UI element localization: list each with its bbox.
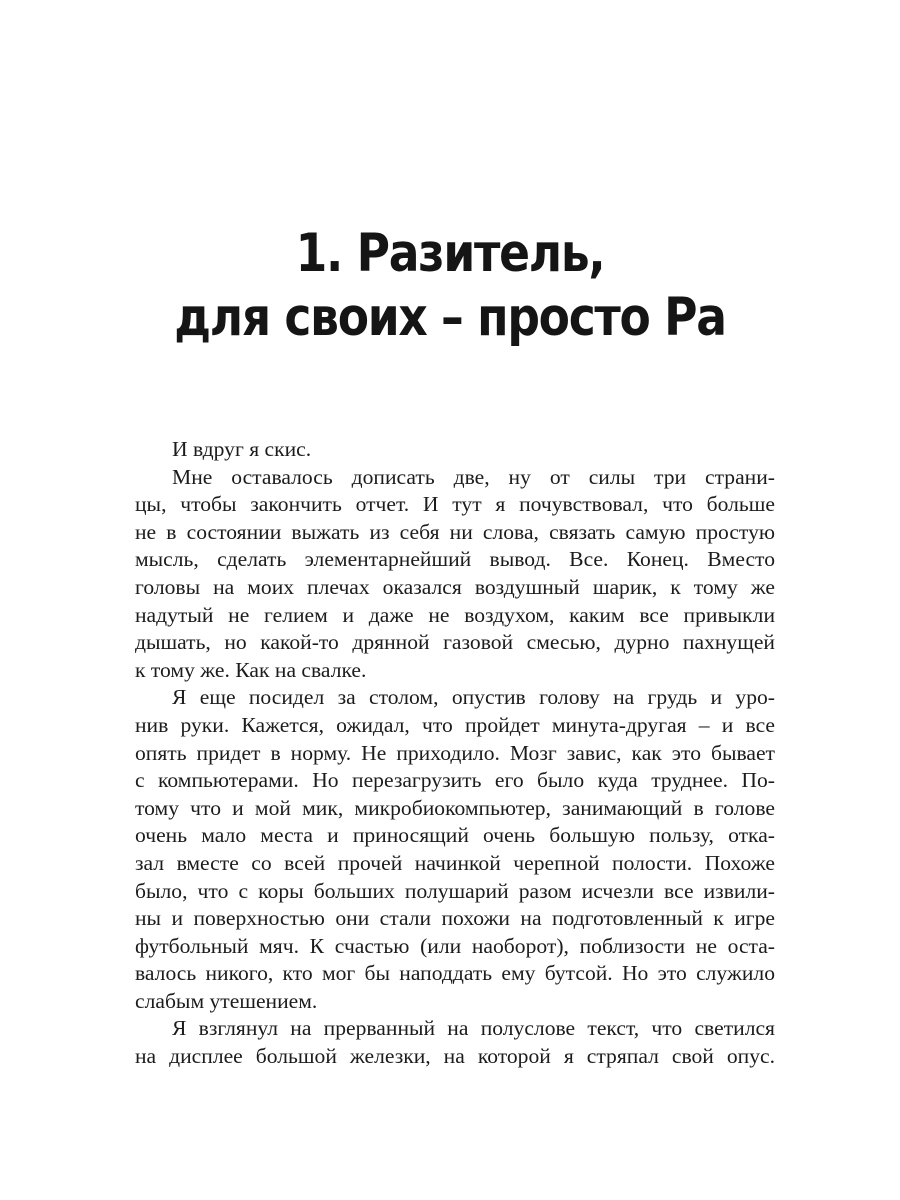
text-line: не в состоянии выжать из себя ни слова, связать самую простую [135,519,775,544]
text-line: слабым утешением. [135,988,318,1013]
chapter-title-line-1: 1. Разитель, [295,223,605,284]
text-line: тому что и мой мик, микробиокомпьютер, занимающий в голове [135,795,775,820]
text-line: Я еще посидел за столом, опустив голову на грудь и уро- [172,685,775,710]
text-line: опять придет в норму. Не приходило. Мозг завис, как это бывает [135,740,775,765]
text-line: с компьютерами. Но перезагрузить его было куда труднее. По- [135,768,775,793]
text-line: на дисплее большой железки, на которой я стряпал свой опус. [135,1044,775,1069]
text-line: надутый не гелием и даже не воздухом, каким все привыкли [135,602,775,627]
text-line: головы на моих плечах оказался воздушный шарик, к тому же [135,574,775,599]
chapter-title-line-2: для своих – просто Ра [174,287,726,348]
text-line: очень мало места и приносящий очень большую пользу, отка- [135,823,775,848]
text-line: Я взглянул на прерванный на полуслове текст, что светился [172,1016,775,1041]
text-line: мысль, сделать элементарнейший вывод. Все. Конец. Вместо [135,547,775,572]
text-line: футбольный мяч. К счастью (или наоборот), поблизости не оста- [135,933,775,958]
text-line: нив руки. Кажется, ожидал, что пройдет минута-другая – и все [135,712,775,737]
text-line: зал вместе со всей прочей начинкой черепной полости. Похоже [135,850,775,875]
text-line: И вдруг я скис. [172,437,312,461]
chapter-body-text [135,436,775,1071]
text-line: дышать, но какой-то дрянной газовой смесью, дурно пахнущей [135,630,775,655]
text-line: было, что с коры больших полушарий разом исчезли все извили- [135,878,775,903]
text-line: цы, чтобы закончить отчет. И тут я почувствовал, что больше [135,492,775,517]
text-line: ны и поверхностью они стали похожи на подготовленный к игре [135,906,775,931]
text-line: валось никого, кто мог бы наподдать ему бутсой. Но это служило [135,961,775,986]
text-line: к тому же. Как на свалке. [135,657,367,682]
chapter-title [63,222,837,350]
text-line: Мне оставалось дописать две, ну от силы три страни- [172,464,775,489]
